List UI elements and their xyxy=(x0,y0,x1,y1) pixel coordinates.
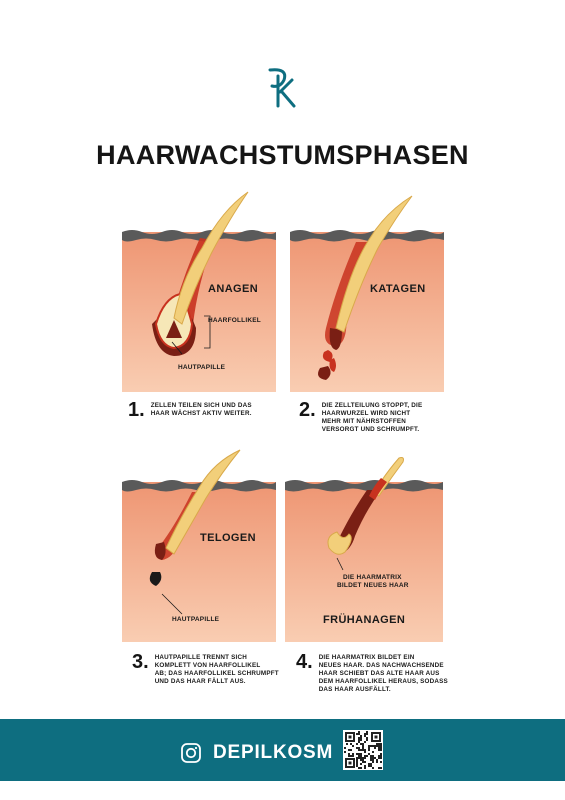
step-description: DIE HAARMATRIX BILDET EIN NEUES HAAR. DAS NACHWACHSENDE HAAR SCHIEBT DAS ALTE HAAR AUS DEM HAARFOLLIKEL HERAUS, SODASS DAS HAAR AUSFÄLLT. xyxy=(318,654,448,693)
page-title: HAARWACHSTUMSPHASEN xyxy=(96,140,469,170)
katagen-label: KATAGEN xyxy=(370,283,426,295)
fruehanagen-label: FRÜHANAGEN xyxy=(323,614,406,626)
step-description: DIE ZELLTEILUNG STOPPT, DIE HAARWURZEL WIRD NICHT MEHR MIT NÄHRSTOFFEN VERSORGT UND SCHRUMPFT. xyxy=(321,402,423,433)
panel-fruehanagen xyxy=(285,478,439,642)
social-handle[interactable]: DEPILKOSM xyxy=(213,742,334,763)
step-number: 1. xyxy=(128,399,145,421)
step-1 xyxy=(128,400,252,420)
step-number: 2. xyxy=(299,399,316,421)
follicle-label: HAARFOLLIKEL xyxy=(208,317,261,324)
telogen-papilla-label: HAUTPAPILLE xyxy=(172,616,220,623)
matrix-label-line-1: DIE HAARMATRIX xyxy=(343,574,402,581)
step-4 xyxy=(296,652,448,694)
panel-telogen xyxy=(122,478,276,642)
qr-code[interactable] xyxy=(343,730,383,770)
step-number: 3. xyxy=(132,651,149,673)
step-2 xyxy=(299,400,422,434)
telogen-label: TELOGEN xyxy=(200,532,256,544)
brand-logo xyxy=(262,66,302,110)
step-3 xyxy=(132,652,279,686)
step-description: HAUTPAPILLE TRENNT SICH KOMPLETT VON HAARFOLLIKEL AB; DAS HAARFOLLIKEL SCHRUMPFT UND DAS HAAR FÄLLT AUS. xyxy=(154,654,279,685)
instagram-icon[interactable] xyxy=(181,743,201,763)
step-number: 4. xyxy=(296,651,313,673)
panel-katagen xyxy=(290,228,444,392)
panel-anagen xyxy=(122,228,276,392)
matrix-label-line-2: BILDET NEUES HAAR xyxy=(337,582,409,589)
step-description: ZELLEN TEILEN SICH UND DAS HAAR WÄCHST AKTIV WEITER. xyxy=(150,402,252,417)
anagen-papilla-label: HAUTPAPILLE xyxy=(178,364,226,371)
anagen-label: ANAGEN xyxy=(208,283,259,295)
katagen-illustration xyxy=(290,228,444,392)
